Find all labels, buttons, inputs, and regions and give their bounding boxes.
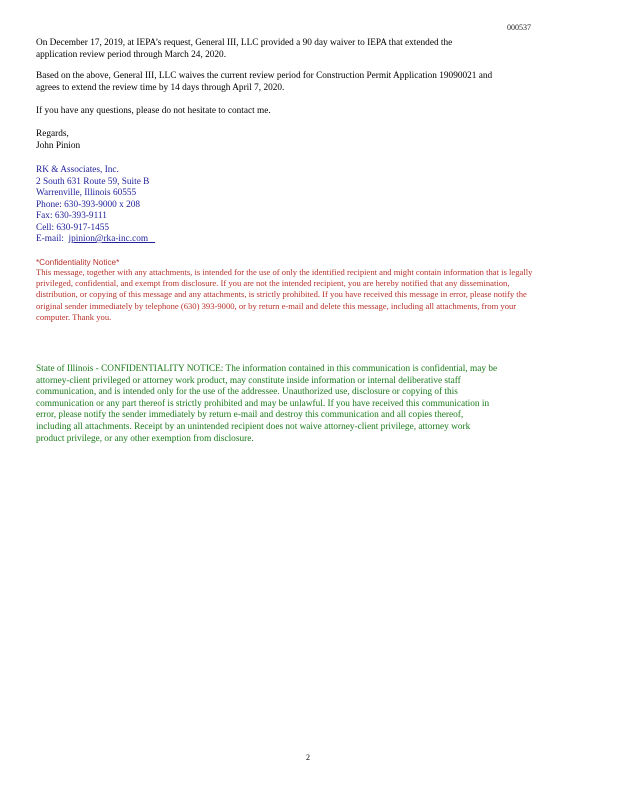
address-line-2: Warrenville, Illinois 60555 [36, 188, 137, 198]
notice-line: distribution, or copying of this message and any attachments, is strictly prohibited. If you have received this message in error, please notify the [36, 289, 527, 300]
email-label: E-mail: [36, 234, 64, 244]
paragraph-waiver [36, 38, 452, 61]
signer-name: John Pinion [36, 140, 81, 151]
paragraph-extension [36, 71, 492, 94]
notice-line: computer. Thank you. [36, 311, 112, 322]
paragraph-questions: If you have any questions, please do not hesitate to contact me. [36, 106, 271, 116]
notice-line: product privilege, or any other exemption from disclosure. [36, 433, 254, 444]
contact-block [36, 165, 155, 246]
signature-block [36, 129, 80, 152]
notice-line: This message, together with any attachments, is intended for the use of only the identified recipient and might contain information that is legally [36, 267, 533, 277]
phone: Phone: 630-393-9000 x 208 [36, 199, 141, 210]
cell: Cell: 630-917-1455 [36, 222, 110, 233]
confidentiality-notice [36, 267, 532, 323]
paragraph-line: application review period through March 24, 2020. [36, 49, 227, 60]
closing: Regards, [36, 129, 69, 139]
notice-line: communication or any part thereof is strictly prohibited and may be unlawful. If you have received this communication in [36, 398, 490, 409]
notice-line: error, please notify the sender immediately by return e-mail and destroy this communication and all copies thereof, [36, 410, 464, 421]
paragraph-line: On December 17, 2019, at IEPA’s request, General III, LLC provided a 90 day waiver to IEPA that extended the [36, 38, 453, 48]
paragraph-line: Based on the above, General III, LLC waives the current review period for Construction Permit Application 19090021 and [36, 71, 493, 81]
confidentiality-title: *Confidentiality Notice* [36, 258, 120, 267]
fax: Fax: 630-393-9111 [36, 211, 107, 221]
document-id: 000537 [507, 23, 531, 32]
email-link[interactable]: jpinion@rka-inc.com [68, 234, 149, 244]
paragraph-line: agrees to extend the review time by 14 days through April 7, 2020. [36, 82, 285, 93]
email-line [36, 234, 155, 246]
notice-line: privileged, confidential, and exempt from disclosure. If you are not the intended recipient, you are hereby notified that any dissemination, [36, 278, 510, 289]
state-confidentiality-notice [36, 364, 497, 445]
notice-line: State of Illinois - CONFIDENTIALITY NOTICE: The information contained in this communication is confidential, may be [36, 364, 498, 374]
page-number: 2 [306, 753, 310, 762]
address-line-1: 2 South 631 Route 59, Suite B [36, 176, 150, 187]
company-name: RK & Associates, Inc. [36, 165, 119, 175]
notice-line: including all attachments. Receipt by an unintended recipient does not waive attorney-client privilege, attorney work [36, 421, 471, 432]
notice-line: communication, and is intended only for the use of the addressee. Unauthorized use, disclosure or copying of this [36, 387, 458, 398]
notice-line: original sender immediately by telephone (630) 393-9000, or by return e-mail and delete this message, including all attachments, from your [36, 300, 517, 311]
notice-line: attorney-client privileged or attorney work product, may constitute inside information or internal deliberative staff [36, 375, 461, 386]
